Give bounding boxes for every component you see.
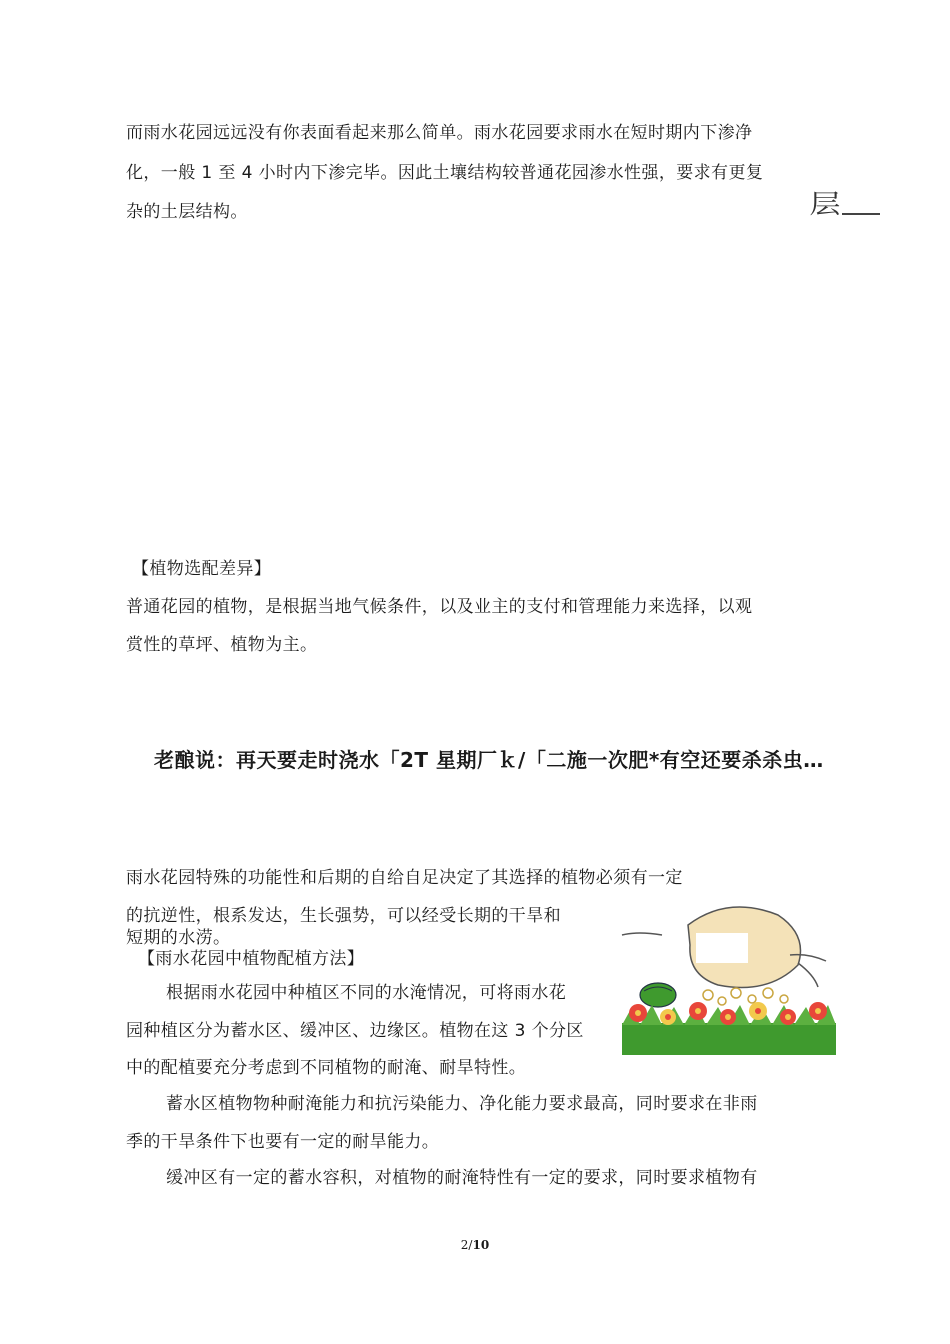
section3-line-3: 中的配植要充分考虑到不同植物的耐淹、耐旱特性。 xyxy=(126,1058,527,1078)
page-number-total: 10 xyxy=(472,1238,490,1252)
section-heading-planting-method: 【雨水花园中植物配植方法】 xyxy=(138,949,365,969)
page-number-current: 2/ xyxy=(460,1238,473,1252)
intro-line-2: 化，一般 1 至 4 小时内下渗完毕。因此土壤结构较普通花园渗水性强，要求有更复 xyxy=(126,163,764,183)
section2-line-2: 的抗逆性，根系发达，生长强势，可以经受长期的干旱和 xyxy=(126,906,561,926)
intro-line-1: 而雨水花园远远没有你表面看起来那么简单。雨水花园要求雨水在短时期内下渗净 xyxy=(126,123,753,143)
comic-caption: 老酿说：再天要走时浇水「2T 星期厂ｋ/「二施一次肥*有空还要杀杀虫… xyxy=(154,748,824,772)
section2-line-1: 雨水花园特殊的功能性和后期的自给自足决定了其选择的植物必须有一定 xyxy=(126,868,683,888)
storage-zone-line-1: 蓄水区植物物种耐淹能力和抗污染能力、净化能力要求最高，同时要求在非雨 xyxy=(166,1094,758,1114)
buffer-zone-line-1: 缓冲区有一定的蓄水容积，对植物的耐淹特性有一定的要求，同时要求植物有 xyxy=(166,1168,758,1188)
section2-line-3: 短期的水涝。 xyxy=(126,928,231,948)
intro-line-3: 杂的土层结构。 xyxy=(126,202,248,222)
section1-line-2: 赏性的草坪、植物为主。 xyxy=(126,635,318,655)
storage-zone-line-2: 季的干旱条件下也要有一定的耐旱能力。 xyxy=(126,1132,440,1152)
section1-line-1: 普通花园的植物，是根据当地气候条件，以及业主的支付和管理能力来选择，以观 xyxy=(126,597,753,617)
rain-garden-flowers-illustration xyxy=(618,895,840,1055)
section3-line-1: 根据雨水花园中种植区不同的水淹情况，可将雨水花 xyxy=(166,983,567,1003)
corner-mark-text: 层 xyxy=(809,190,841,220)
page-number xyxy=(0,1238,950,1252)
corner-mark xyxy=(809,184,841,221)
corner-mark-line xyxy=(842,210,882,220)
section3-line-2: 园种植区分为蓄水区、缓冲区、边缘区。植物在这 3 个分区 xyxy=(126,1021,584,1041)
section-heading-plant-selection: 【植物选配差异】 xyxy=(132,559,272,579)
